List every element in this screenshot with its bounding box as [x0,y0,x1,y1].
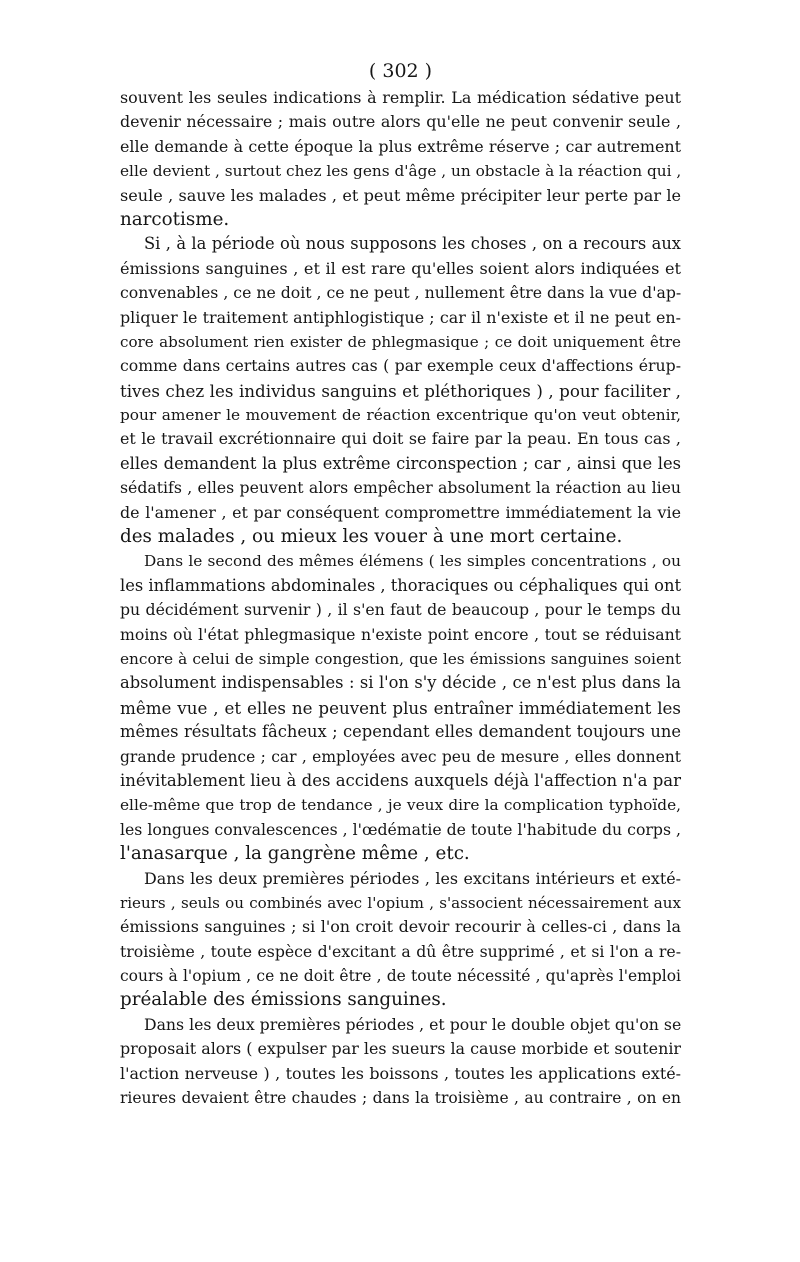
text-line: et le travail excrétionnaire qui doit se faire par la peau. En tous cas , [120,429,681,449]
text-line: absolument indispensables : si l'on s'y décide , ce n'est plus dans la [120,673,681,693]
paragraph [120,549,681,866]
text-line: des malades , ou mieux les vouer à une mort certaine. [120,526,623,548]
text-line: inévitablement lieu à des accidens auxquels déjà l'affection n'a par [120,770,681,790]
text-line: les longues convalescences , l'œdématie de toute l'habitude du corps , [120,819,681,839]
text-line: moins où l'état phlegmasique n'existe point encore , tout se réduisant [120,624,681,644]
text-line: sédatifs , elles peuvent alors empêcher absolument la réaction au lieu [120,478,681,498]
text-line: de l'amener , et par conséquent compromettre immédiatement la vie [120,502,681,522]
text-line: pliquer le traitement antiphlogistique ; car il n'existe et il ne peut en- [120,307,681,327]
text-line: core absolument rien exister de phlegmasique ; ce doit uniquement être [120,332,681,351]
text-line: tives chez les individus sanguins et pléthoriques ) , pour faciliter , [120,380,681,401]
text-line: grande prudence ; car , employées avec peu de mesure , elles donnent [120,747,681,766]
text-line: émissions sanguines , et il est rare qu'elles soient alors indiquées et [120,258,681,278]
text-line: pu décidément survenir ) , il s'en faut de beaucoup , pour le temps du [120,600,681,620]
text-line: mêmes résultats fâcheux ; cependant elles demandent toujours une [120,722,681,742]
book-page [120,58,681,1110]
text-line: seule , sauve les malades , et peut même précipiter leur perte par le [120,185,681,205]
text-line: pour amener le mouvement de réaction excentrique qu'on veut obtenir, [120,406,681,425]
text-line: Si , à la période où nous supposons les choses , on a recours aux [144,234,681,254]
text-line: Dans le second des mêmes élémens ( les simples concentrations , ou [144,552,681,571]
text-line: les inflammations abdominales , thoraciques ou céphaliques qui ont [120,575,681,595]
text-line: l'action nerveuse ) , toutes les boissons , toutes les applications exté- [120,1063,681,1083]
text-line: elle devient , surtout chez les gens d'âge , un obstacle à la réaction qui , [120,162,682,181]
text-line: elle-même que trop de tendance , je veux dire la complication typhoïde, [120,796,681,815]
text-line: proposait alors ( expulser par les sueurs la cause morbide et soutenir [120,1039,681,1059]
text-line: cours à l'opium , ce ne doit être , de toute nécessité , qu'après l'emploi [120,967,681,986]
page-number: ( 302 ) [368,60,433,82]
text-line: troisième , toute espèce d'excitant a dû être supprimé , et si l'on a re- [120,941,681,961]
text-line: convenables , ce ne doit , ce ne peut , nullement être dans la vue d'ap- [120,283,682,303]
page-body [120,86,681,1110]
text-line: elle demande à cette époque la plus extrême réserve ; car autrement [120,136,681,156]
text-line: émissions sanguines ; si l'on croit devoir recourir à celles-ci , dans la [120,917,681,937]
paragraph [120,867,681,1013]
text-line: Dans les deux premières périodes , et pour le double objet qu'on se [144,1014,682,1034]
text-line: souvent les seules indications à remplir. La médication sédative peut [120,88,681,107]
paragraph [120,86,681,232]
paragraph [120,232,681,549]
text-line: comme dans certains autres cas ( par exemple ceux d'affections érup- [120,356,681,376]
text-line: encore à celui de simple congestion, que les émissions sanguines soient [120,649,681,668]
text-line: l'anasarque , la gangrène même , etc. [120,843,470,865]
text-line: rieures devaient être chaudes ; dans la troisième , au contraire , on en [120,1089,681,1108]
text-line: rieurs , seuls ou combinés avec l'opium , s'associent nécessairement aux [120,893,681,912]
text-line: elles demandent la plus extrême circonspection ; car , ainsi que les [120,453,681,473]
text-line: même vue , et elles ne peuvent plus entraîner immédiatement les [120,697,681,718]
text-line: préalable des émissions sanguines. [120,989,447,1011]
text-line: narcotisme. [120,208,230,230]
text-line: Dans les deux premières périodes , les excitans intérieurs et exté- [144,868,681,888]
text-line: devenir nécessaire ; mais outre alors qu'elle ne peut convenir seule , [120,112,681,132]
paragraph [120,1013,681,1111]
